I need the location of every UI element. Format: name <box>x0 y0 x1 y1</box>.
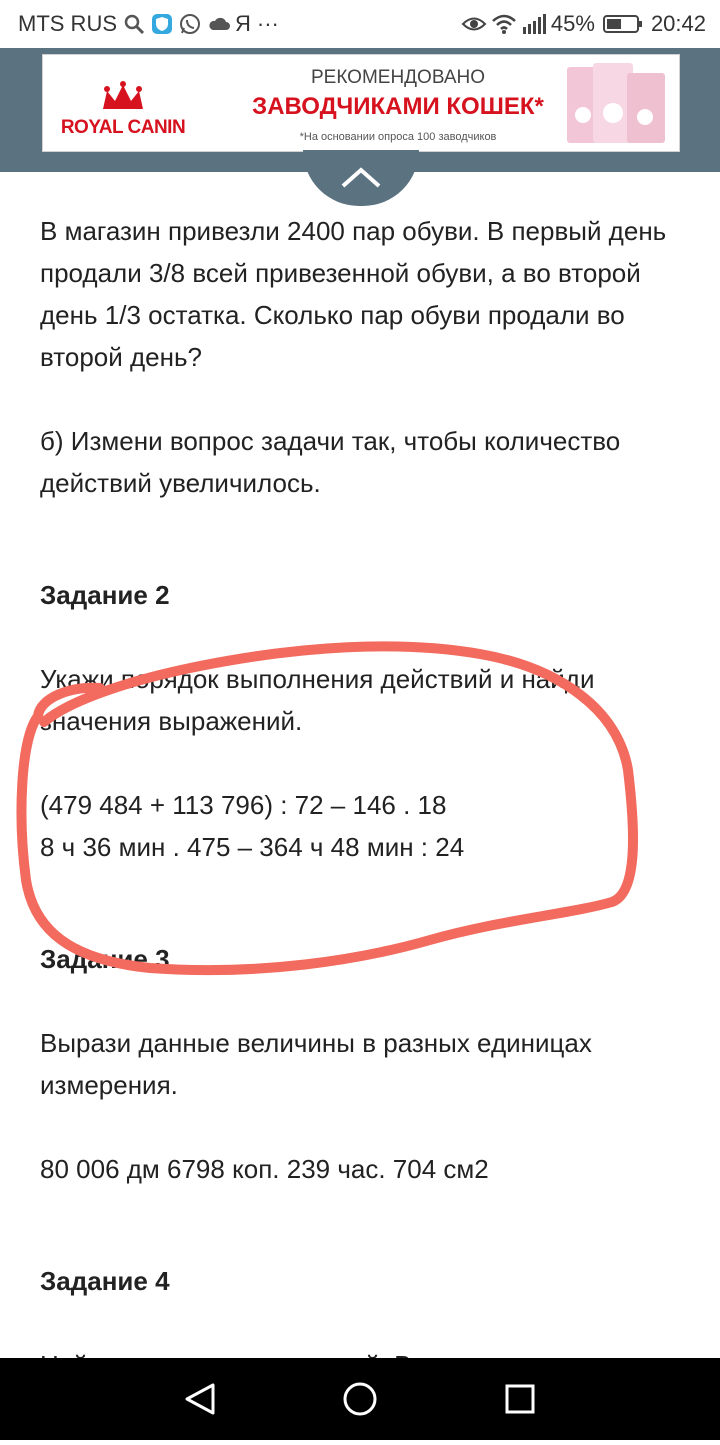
collapse-ad-button[interactable] <box>303 150 419 206</box>
task2-expression-2: 8 ч 36 мин . 475 – 364 ч 48 мин : 24 <box>40 832 465 862</box>
ad-headline-2: ЗАВОДЧИКАМИ КОШЕК* <box>252 93 544 120</box>
product-packs-image <box>563 59 669 147</box>
task3-heading: Задание 3 <box>40 944 170 974</box>
royal-canin-ad[interactable] <box>42 54 680 152</box>
task1-text: В магазин привезли 2400 пар обуви. В первый день продали 3/8 всей привезенной обуви, а во второй день 1/3 остатка. Сколько пар обуви продали во второй день? <box>40 216 667 372</box>
task2-expression-1: (479 484 + 113 796) : 72 – 146 . 18 <box>40 790 447 820</box>
royal-canin-logo <box>53 79 193 139</box>
shield-app-icon <box>151 13 173 35</box>
yandex-letter: Я <box>235 11 251 36</box>
brand-name: ROYAL CANIN <box>60 117 186 138</box>
task2-heading: Задание 2 <box>40 580 170 610</box>
home-icon[interactable] <box>345 1384 375 1414</box>
system-nav-bar <box>0 1358 720 1440</box>
task2-text: Укажи порядок выполнения действий и найди значения выражений. <box>40 664 595 736</box>
back-icon[interactable] <box>187 1385 213 1413</box>
task1-subtask-b: б) Измени вопрос задачи так, чтобы количество действий увеличилось. <box>40 426 621 498</box>
battery-percent: 45% <box>550 11 595 36</box>
carrier-name: MTS RUS <box>18 11 117 36</box>
eye-icon <box>461 13 483 35</box>
task3-text: Вырази данные величины в разных единицах измерения. <box>40 1028 592 1100</box>
signal-icon <box>521 13 543 35</box>
more-notifications: ··· <box>256 11 279 36</box>
status-bar <box>0 0 720 48</box>
recents-icon[interactable] <box>507 1386 533 1412</box>
battery-icon <box>603 13 643 35</box>
clock: 20:42 <box>650 11 706 36</box>
ad-headline-1: РЕКОМЕНДОВАНО <box>310 67 486 88</box>
wifi-icon <box>491 13 513 35</box>
cloud-icon <box>207 13 229 35</box>
crown-icon <box>53 79 193 119</box>
task4-text-cut <box>40 1344 690 1358</box>
whatsapp-icon <box>179 13 201 35</box>
search-icon <box>123 13 145 35</box>
chevron-up-icon <box>303 150 419 206</box>
task4-heading: Задание 4 <box>40 1266 170 1296</box>
ad-footnote: *На основании опроса 100 заводчиков <box>299 131 497 143</box>
task3-values: 80 006 дм 6798 коп. 239 час. 704 см2 <box>40 1154 489 1184</box>
